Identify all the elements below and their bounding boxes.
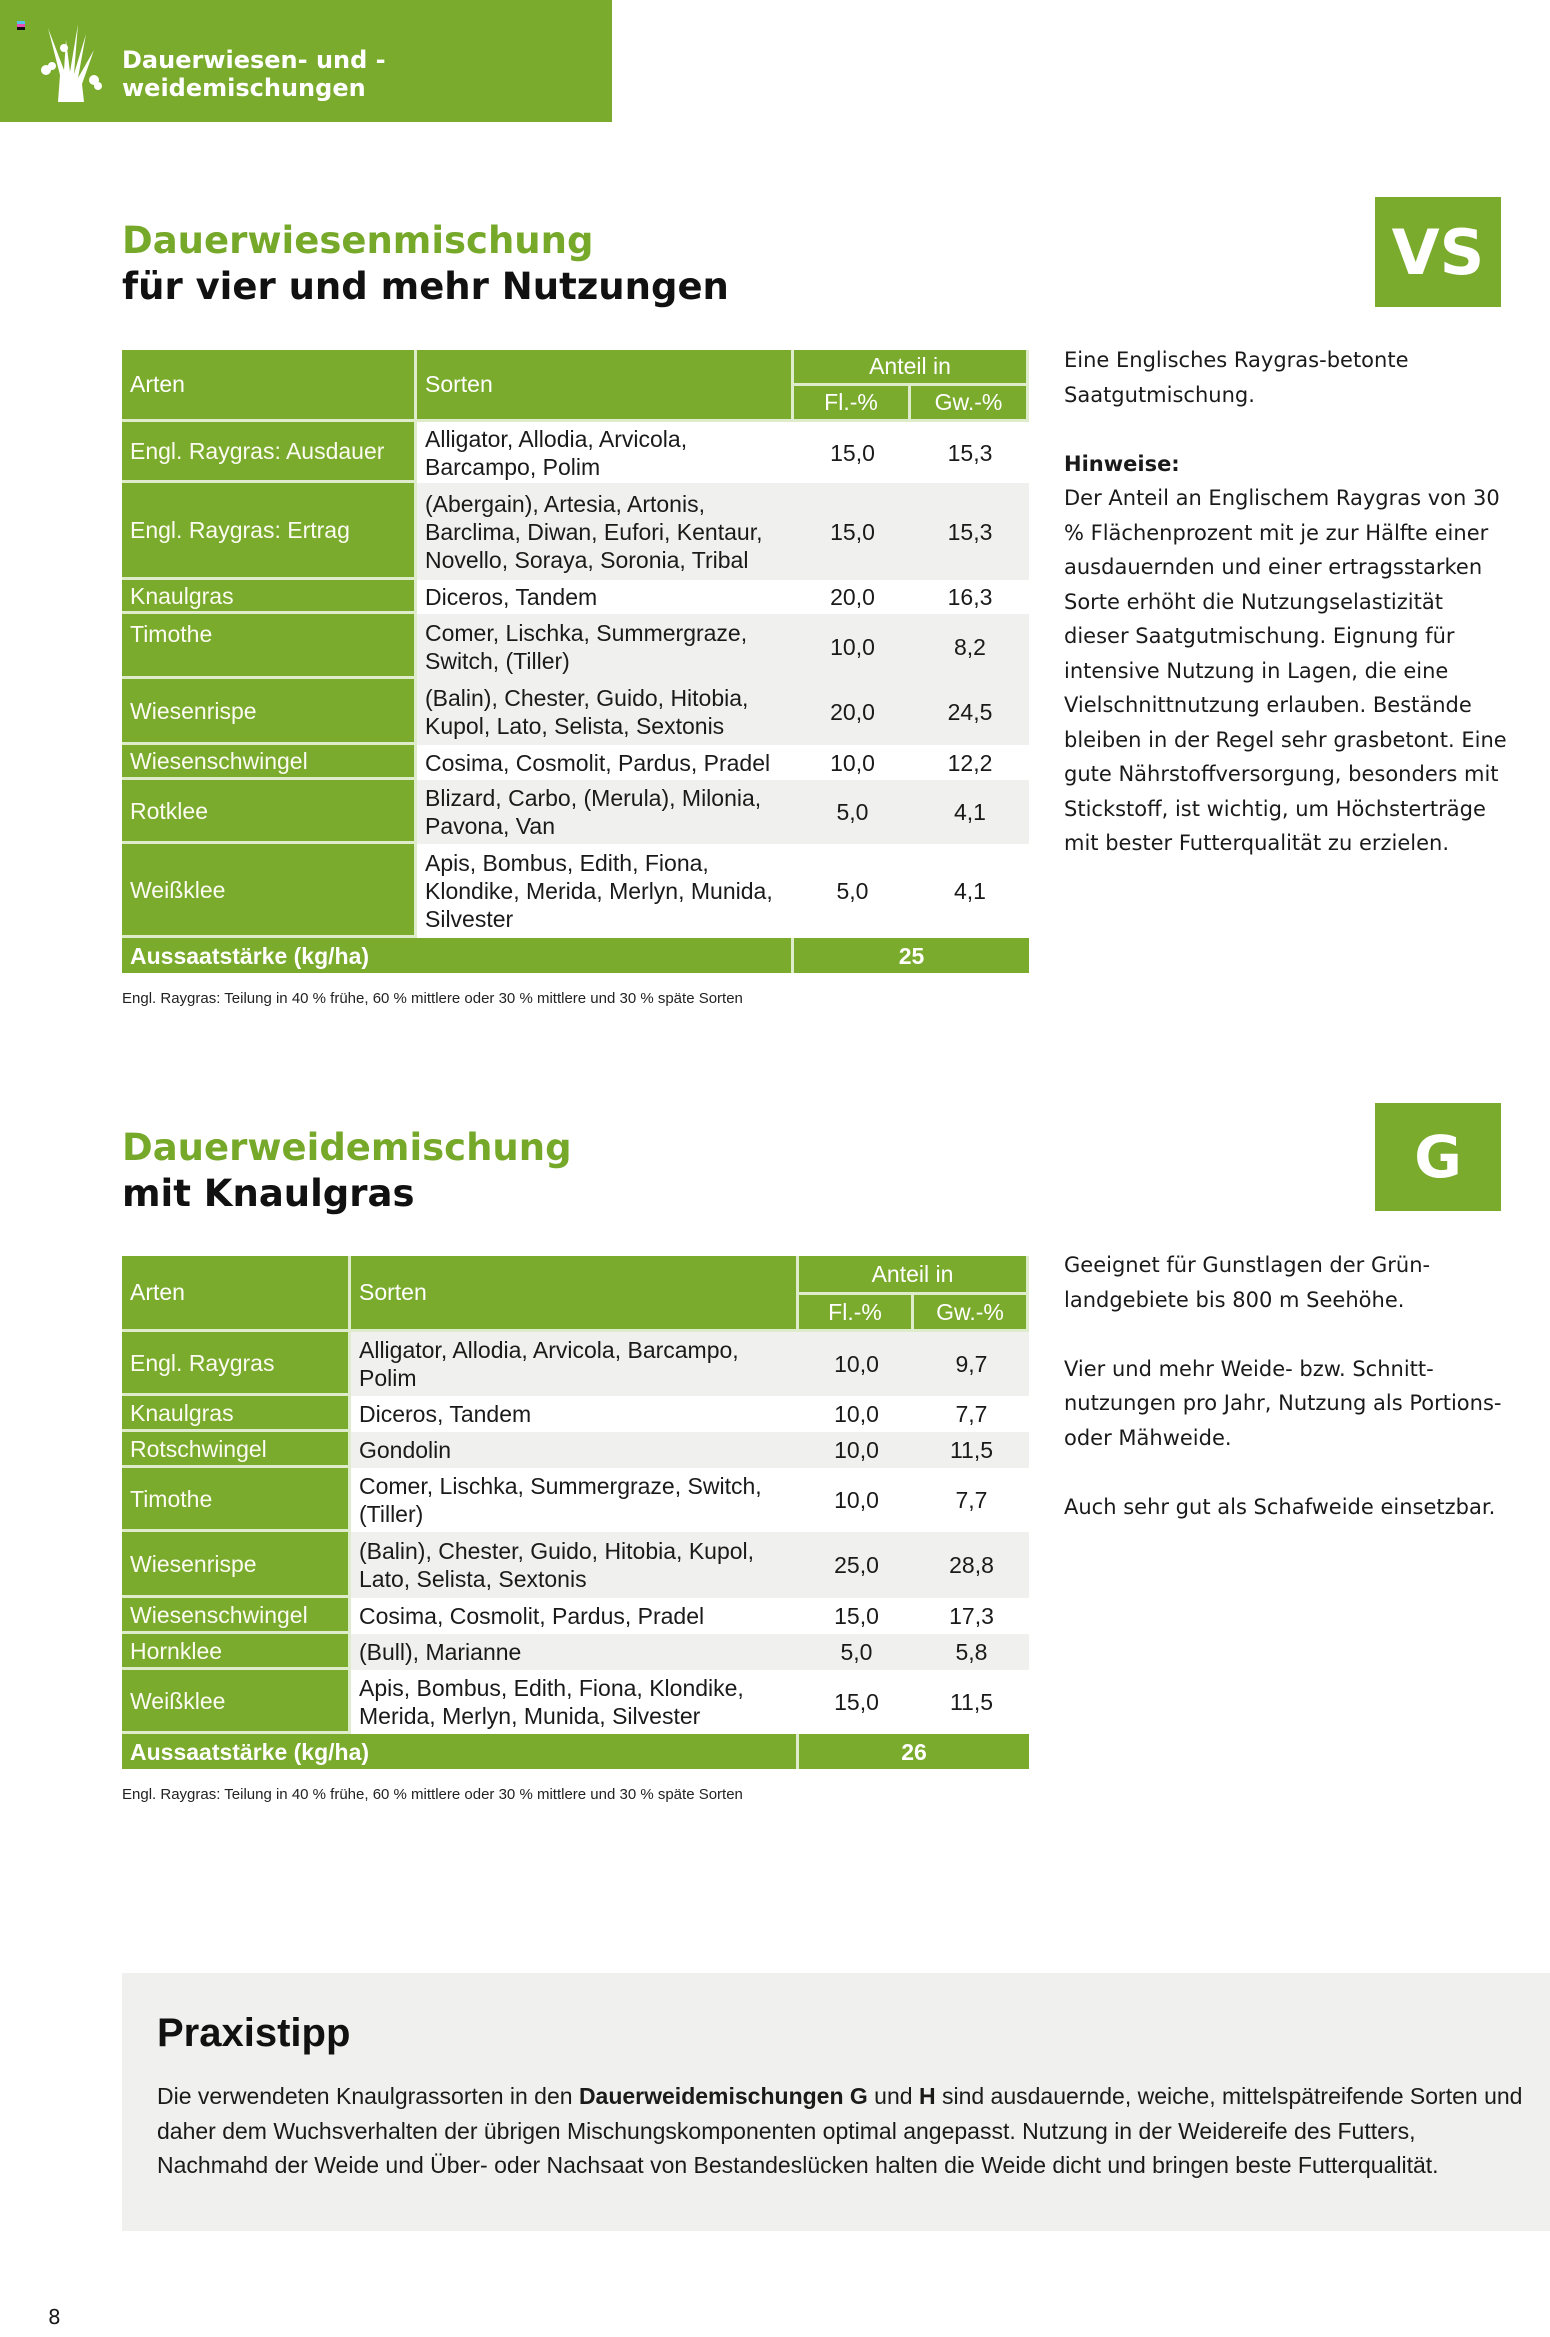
table-footnote: Engl. Raygras: Teilung in 40 % frühe, 60 % mittlere oder 30 % mittlere und 30 % späte Sorten bbox=[122, 1786, 743, 1803]
fl-cell: 15,0 bbox=[794, 483, 911, 580]
section-title-line2: für vier und mehr Nutzungen bbox=[122, 265, 729, 308]
header-arten: Arten bbox=[122, 1256, 351, 1332]
gw-cell: 24,5 bbox=[911, 679, 1029, 745]
intro-text: Eine Englisches Raygras-betonte Saatgutmischung. bbox=[1064, 348, 1409, 407]
table-row bbox=[122, 1432, 1029, 1468]
art-cell: Timothe bbox=[122, 1468, 351, 1532]
praxistipp-text bbox=[157, 2079, 1527, 2183]
header-fl: Fl.-% bbox=[799, 1295, 914, 1332]
mix-table-dauerweide bbox=[122, 1256, 1029, 1769]
total-row bbox=[122, 938, 1029, 973]
side-description-dauerwiesen bbox=[1064, 343, 1514, 861]
header-gw: Gw.-% bbox=[911, 386, 1029, 422]
mix-table-dauerwiesen bbox=[122, 350, 1029, 973]
print-registration-mark bbox=[17, 21, 25, 30]
art-cell: Wiesenschwingel bbox=[122, 745, 417, 780]
sorten-cell: (Balin), Chester, Guido, Hitobia, Kupol, Lato, Selista, Sextonis bbox=[351, 1532, 799, 1598]
art-cell: Timothe bbox=[122, 614, 417, 679]
sorten-cell: Gondolin bbox=[351, 1432, 799, 1468]
total-label: Aussaatstärke (kg/ha) bbox=[122, 938, 794, 973]
sorten-cell: (Abergain), Artesia, Artonis, Barclima, Diwan, Eufori, Kentaur, Novello, Soraya, Soronia, Tribal bbox=[417, 483, 794, 580]
art-cell: Knaulgras bbox=[122, 1396, 351, 1432]
art-cell: Rotklee bbox=[122, 780, 417, 844]
total-label: Aussaatstärke (kg/ha) bbox=[122, 1734, 799, 1769]
fl-cell: 15,0 bbox=[834, 1689, 879, 1715]
section-title-dauerwiesen bbox=[122, 218, 729, 310]
header-anteil: Anteil in bbox=[799, 1256, 1029, 1295]
sheep-text: Auch sehr gut als Schafweide einsetzbar. bbox=[1064, 1494, 1496, 1519]
sorten-cell: (Bull), Marianne bbox=[351, 1634, 799, 1670]
gw-cell: 9,7 bbox=[914, 1332, 1029, 1396]
side-description-dauerweide bbox=[1064, 1248, 1514, 1559]
fl-cell: 10,0 bbox=[834, 1487, 879, 1513]
gw-cell: 7,7 bbox=[955, 1401, 988, 1427]
header-sorten: Sorten bbox=[417, 350, 794, 422]
gw-cell: 16,3 bbox=[947, 584, 993, 610]
table-row bbox=[122, 679, 1029, 745]
table-row bbox=[122, 1396, 1029, 1432]
fl-cell: 10,0 bbox=[794, 614, 911, 679]
sorten-cell: (Balin), Chester, Guido, Hitobia, Kupol, Lato, Selista, Sextonis bbox=[417, 679, 794, 745]
fl-cell: 10,0 bbox=[830, 749, 875, 776]
table-row bbox=[122, 614, 1029, 679]
gw-cell: 28,8 bbox=[914, 1532, 1029, 1598]
mix-code-badge: VS bbox=[1375, 197, 1501, 307]
gw-cell: 17,3 bbox=[949, 1603, 994, 1629]
total-row bbox=[122, 1734, 1029, 1769]
fl-cell: 20,0 bbox=[830, 584, 875, 610]
suitability-text: Geeignet für Gunstlagen der Grünlandgebiete bis 800 m Seehöhe. bbox=[1064, 1253, 1431, 1312]
grass-icon bbox=[38, 20, 104, 102]
tip-text-part: Die verwendeten Knaulgrassorten in den bbox=[157, 2083, 579, 2109]
praxistipp-title: Praxistipp bbox=[157, 2011, 351, 2055]
praxistipp-box bbox=[122, 1973, 1550, 2231]
sorten-cell: Diceros, Tandem bbox=[359, 1401, 532, 1427]
hint-label: Hinweise: bbox=[1064, 451, 1180, 476]
fl-cell: 10,0 bbox=[834, 1401, 879, 1427]
table-row bbox=[122, 1532, 1029, 1598]
chapter-title: Dauerwiesen- und -weidemischungen bbox=[122, 46, 386, 102]
page-number: 8 bbox=[48, 2305, 61, 2329]
sorten-cell: Comer, Lischka, Summergraze, Switch, (Tiller) bbox=[359, 1473, 762, 1527]
sorten-cell: Cosima, Cosmolit, Pardus, Pradel bbox=[425, 749, 771, 776]
art-cell: Knaulgras bbox=[122, 580, 417, 614]
header-arten: Arten bbox=[122, 350, 417, 422]
gw-cell: 5,8 bbox=[914, 1634, 1029, 1670]
table-row bbox=[122, 483, 1029, 580]
art-cell: Wiesenrispe bbox=[122, 679, 417, 745]
fl-cell: 5,0 bbox=[799, 1634, 914, 1670]
fl-cell: 20,0 bbox=[794, 679, 911, 745]
gw-cell: 15,3 bbox=[911, 483, 1029, 580]
table-row bbox=[122, 780, 1029, 844]
fl-cell: 5,0 bbox=[836, 878, 869, 904]
sorten-cell: Comer, Lischka, Summergraze, Switch, (Tiller) bbox=[417, 614, 794, 679]
header-gw: Gw.-% bbox=[914, 1295, 1029, 1332]
sorten-cell: Cosima, Cosmolit, Pardus, Pradel bbox=[359, 1603, 705, 1629]
gw-cell: 11,5 bbox=[949, 1689, 994, 1715]
table-row bbox=[122, 1670, 1029, 1734]
gw-cell: 15,3 bbox=[947, 439, 993, 466]
fl-cell: 10,0 bbox=[799, 1332, 914, 1396]
tip-bold-mix-g: Dauerweidemischungen G bbox=[578, 2083, 868, 2109]
art-cell: Engl. Raygras: Ertrag bbox=[122, 483, 417, 580]
table-row bbox=[122, 1332, 1029, 1396]
section-title-line1: Dauerwiesenmischung bbox=[122, 219, 594, 262]
fl-cell: 15,0 bbox=[830, 439, 875, 466]
usage-text: Vier und mehr Weide- bzw. Schnittnutzungen pro Jahr, Nutzung als Portions- oder Mähweide. bbox=[1064, 1356, 1502, 1450]
art-cell: Weißklee bbox=[122, 844, 417, 938]
header-sorten: Sorten bbox=[351, 1256, 799, 1332]
mix-code-badge: G bbox=[1375, 1103, 1501, 1211]
sorten-cell: Apis, Bombus, Edith, Fiona, Klondike, Merida, Merlyn, Munida, Silvester bbox=[359, 1675, 744, 1729]
table-row bbox=[122, 1598, 1029, 1634]
gw-cell: 8,2 bbox=[911, 614, 1029, 679]
fl-cell: 5,0 bbox=[794, 780, 911, 844]
total-value: 25 bbox=[794, 938, 1029, 973]
tip-text-part: und bbox=[867, 2083, 919, 2109]
section-title-dauerweide bbox=[122, 1125, 572, 1217]
table-footnote: Engl. Raygras: Teilung in 40 % frühe, 60 % mittlere oder 30 % mittlere und 30 % späte Sorten bbox=[122, 990, 743, 1007]
table-row bbox=[122, 844, 1029, 938]
table-row bbox=[122, 422, 1029, 483]
sorten-cell: Alligator, Allodia, Arvicola, Barcampo, Polim bbox=[425, 425, 688, 480]
header-fl: Fl.-% bbox=[794, 386, 911, 422]
tip-bold-mix-h: H bbox=[918, 2083, 936, 2109]
section-title-line1: Dauerweidemischung bbox=[122, 1126, 572, 1169]
sorten-cell: Diceros, Tandem bbox=[425, 584, 598, 610]
total-value: 26 bbox=[799, 1734, 1029, 1769]
gw-cell: 4,1 bbox=[954, 878, 986, 904]
art-cell: Wiesenrispe bbox=[122, 1532, 351, 1598]
sorten-cell: Apis, Bombus, Edith, Fiona, Klondike, Merida, Merlyn, Munida, Silvester bbox=[425, 850, 773, 932]
art-cell: Engl. Raygras bbox=[122, 1332, 351, 1396]
art-cell: Weißklee bbox=[122, 1670, 351, 1734]
gw-cell: 7,7 bbox=[955, 1487, 988, 1513]
art-cell: Wiesenschwingel bbox=[122, 1598, 351, 1634]
fl-cell: 15,0 bbox=[834, 1603, 879, 1629]
table-row bbox=[122, 745, 1029, 780]
sorten-cell: Alligator, Allodia, Arvicola, Barcampo, Polim bbox=[351, 1332, 799, 1396]
hint-text: Der Anteil an Englischem Raygras von 30 % Flächenprozent mit je zur Hälfte einer ausdauernden und einer ertragsstarken Sorte erhöht die Nutzungselastizität dieser Saatgutmischung. Eignung für intensive Nutzung in Lagen, die eine Vielschnittnutzung erlauben. Bestände bleiben in der Regel sehr grasbetont. Eine gute Nährstoffversorgung, besonders mit Stickstoff, ist wichtig, um Höchsterträge mit bester Futterqualität zu erzielen. bbox=[1064, 486, 1507, 855]
sorten-cell: Blizard, Carbo, (Merula), Milonia, Pavona, Van bbox=[417, 780, 794, 844]
tip-text-part: sind ausdauernde, weiche, mittelspätreifende Sorten und daher dem Wuchsverhalten der übrigen Mischungskomponenten optimal angepasst. Nutzung in der Weidereife des Futters, Nachmahd der Weide und Über- oder Nachsaat von Bestandeslücken halten die Weide dicht und bringen beste Futterqualität. bbox=[157, 2083, 1523, 2178]
table-row bbox=[122, 1468, 1029, 1532]
art-cell: Engl. Raygras: Ausdauer bbox=[122, 422, 417, 483]
gw-cell: 11,5 bbox=[914, 1432, 1029, 1468]
fl-cell: 10,0 bbox=[799, 1432, 914, 1468]
fl-cell: 25,0 bbox=[799, 1532, 914, 1598]
chapter-header bbox=[0, 0, 612, 122]
gw-cell: 4,1 bbox=[911, 780, 1029, 844]
art-cell: Rotschwingel bbox=[122, 1432, 351, 1468]
gw-cell: 12,2 bbox=[947, 749, 993, 776]
table-row bbox=[122, 1634, 1029, 1670]
art-cell: Hornklee bbox=[122, 1634, 351, 1670]
header-anteil: Anteil in bbox=[794, 350, 1029, 386]
table-row bbox=[122, 580, 1029, 614]
section-title-line2: mit Knaulgras bbox=[122, 1172, 415, 1215]
